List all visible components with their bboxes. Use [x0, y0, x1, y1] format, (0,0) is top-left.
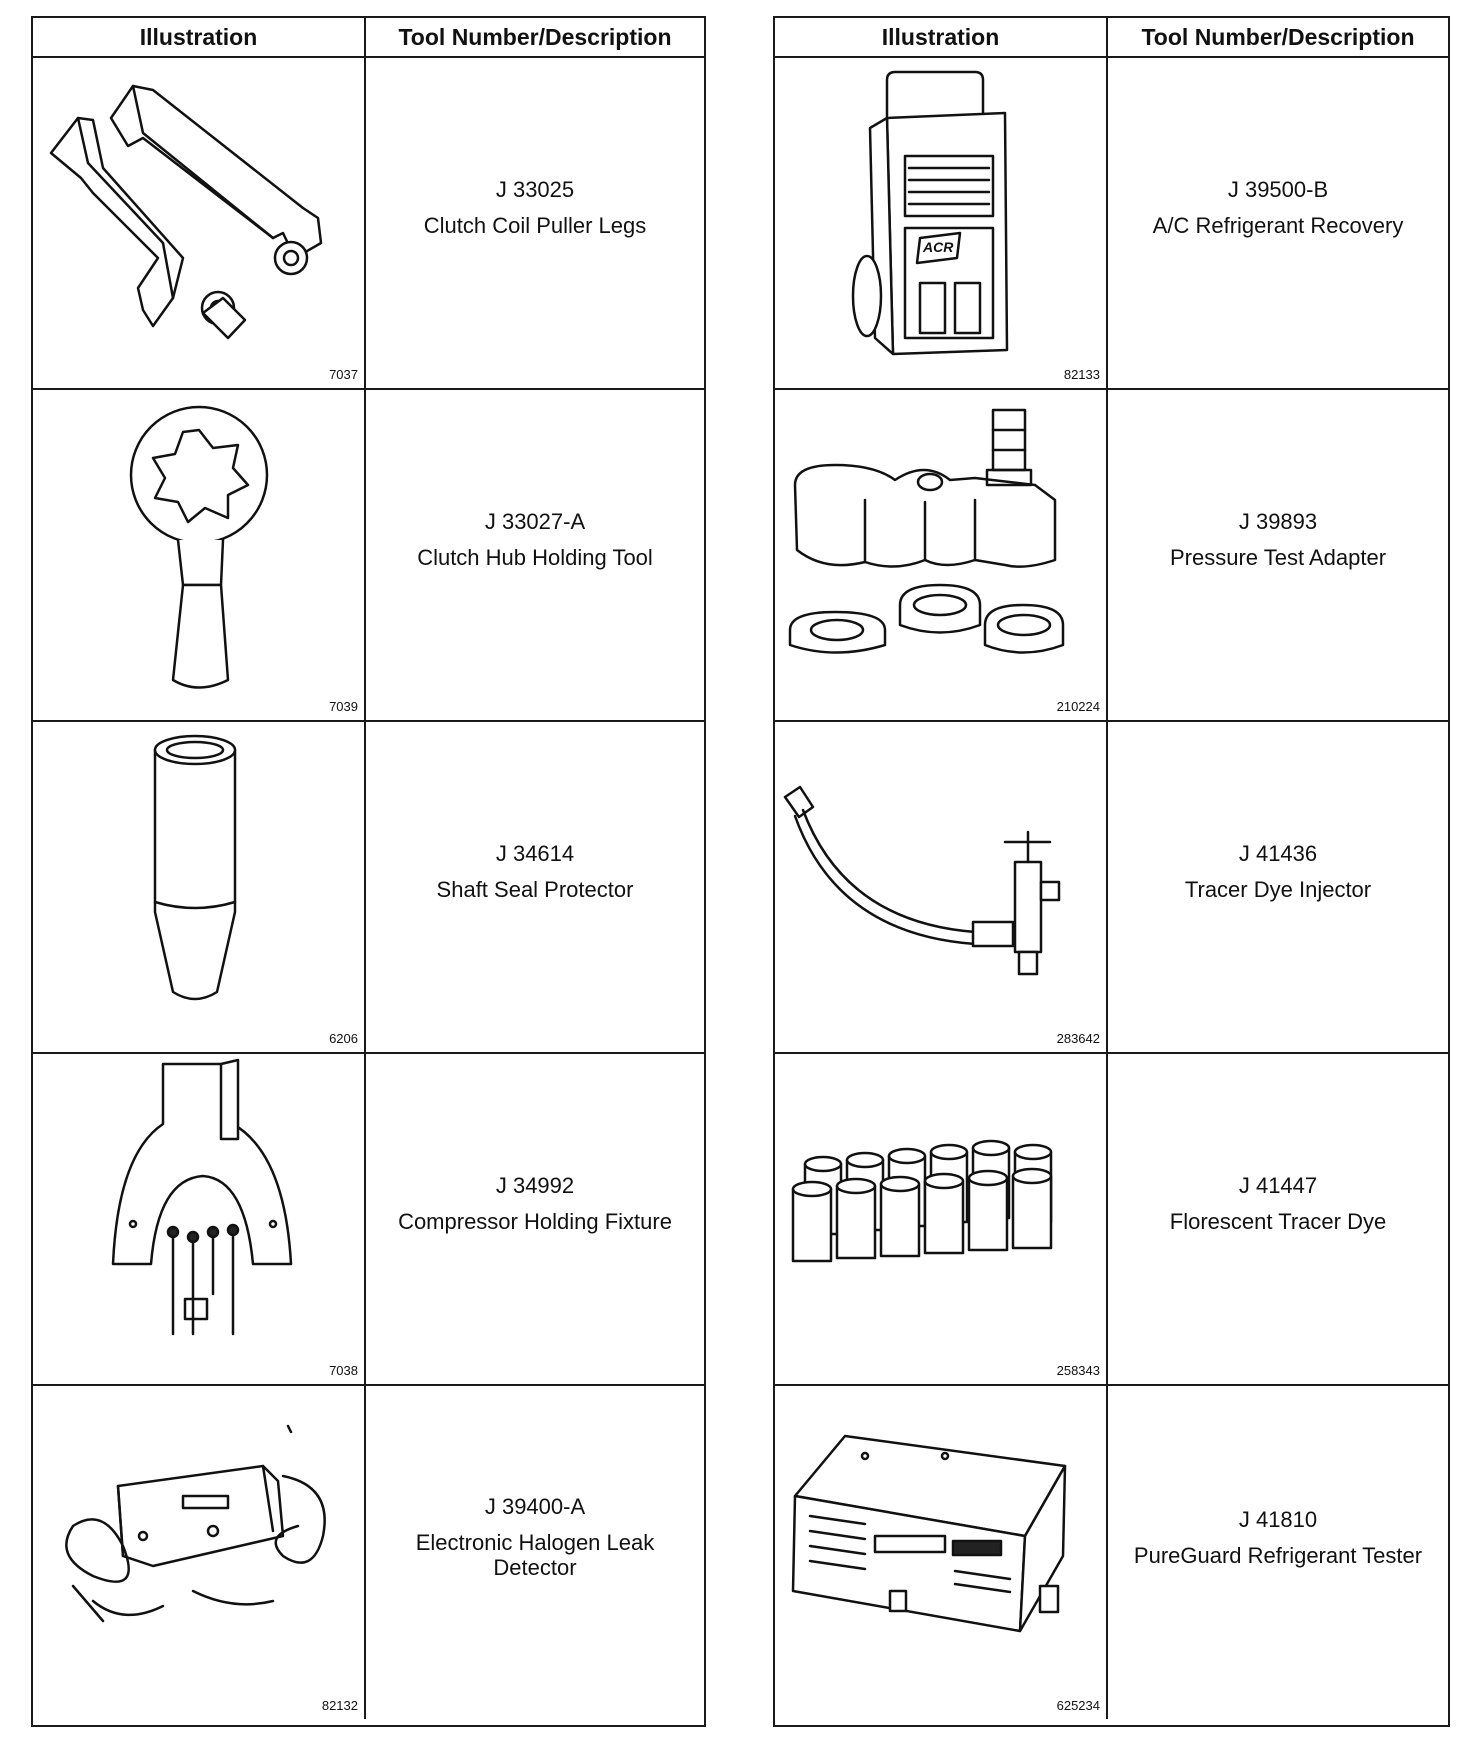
figure-number: 210224	[1056, 699, 1100, 714]
tool-description-cell	[366, 1386, 704, 1719]
tool-number: J 39400-A	[484, 1493, 586, 1519]
tool-description-cell	[366, 722, 704, 1052]
tool-description-cell	[1108, 1054, 1448, 1384]
tool-description-cell	[1108, 58, 1448, 388]
illustration-cell	[33, 58, 366, 388]
tool-description-cell	[1108, 722, 1448, 1052]
recovery-station-icon	[775, 58, 1106, 388]
table-row	[775, 722, 1448, 1054]
table-header	[775, 18, 1448, 58]
table-row	[775, 1054, 1448, 1386]
table-row	[33, 58, 704, 390]
figure-number: 258343	[1056, 1363, 1100, 1378]
table-row	[33, 722, 704, 1054]
tool-number: J 39500-B	[1227, 177, 1329, 203]
figure-number: 625234	[1056, 1698, 1100, 1713]
tool-description-cell	[366, 1054, 704, 1384]
refrigerant-tester-icon	[775, 1386, 1106, 1716]
tool-number: J 41810	[1238, 1506, 1318, 1532]
dye-injector-icon	[775, 722, 1106, 1052]
tool-name: Florescent Tracer Dye	[1169, 1209, 1387, 1234]
test-adapter-icon	[775, 390, 1106, 720]
tool-name: Clutch Hub Holding Tool	[417, 545, 653, 570]
table-row	[33, 1386, 704, 1719]
tool-table-right	[773, 16, 1450, 1727]
tool-name: A/C Refrigerant Recovery	[1152, 213, 1404, 238]
hub-wrench-icon	[33, 390, 364, 720]
figure-number: 283642	[1056, 1031, 1100, 1046]
illustration-cell	[33, 1386, 366, 1719]
illustration-cell	[775, 1386, 1108, 1719]
tool-number: J 34614	[495, 841, 575, 867]
tool-description-cell	[366, 390, 704, 720]
tool-number: J 39893	[1238, 509, 1318, 535]
illustration-cell	[775, 722, 1108, 1052]
figure-number: 7039	[329, 699, 358, 714]
illustration-header: Illustration	[775, 18, 1108, 56]
figure-number: 82133	[1063, 367, 1100, 382]
leak-detector-icon	[33, 1386, 364, 1716]
seal-protector-icon	[33, 722, 364, 1052]
tool-description-cell	[1108, 1386, 1448, 1719]
table-row	[775, 58, 1448, 390]
tool-name: PureGuard Refrigerant Tester	[1133, 1542, 1423, 1568]
table-row	[775, 1386, 1448, 1719]
tool-number: J 41447	[1238, 1173, 1318, 1199]
table-row	[33, 390, 704, 722]
illustration-cell	[33, 1054, 366, 1384]
tool-description-cell	[1108, 390, 1448, 720]
holding-fixture-icon	[33, 1054, 364, 1384]
illustration-cell	[775, 58, 1108, 388]
illustration-header: Illustration	[33, 18, 366, 56]
tool-table-left	[31, 16, 706, 1727]
figure-number: 7037	[329, 367, 358, 382]
figure-number: 82132	[321, 1698, 358, 1713]
figure-number: 7038	[329, 1363, 358, 1378]
tool-name: Shaft Seal Protector	[436, 877, 634, 902]
illustration-cell	[33, 390, 366, 720]
illustration-cell	[33, 722, 366, 1052]
tool-name: Electronic Halogen Leak Detector	[415, 1529, 655, 1581]
tool-name: Clutch Coil Puller Legs	[423, 213, 647, 238]
tool-number: J 33027-A	[484, 509, 586, 535]
dye-cartridges-icon	[775, 1054, 1106, 1384]
figure-number: 6206	[329, 1031, 358, 1046]
illustration-cell	[775, 1054, 1108, 1384]
acr-logo-text: ACR	[923, 239, 954, 255]
tool-header: Tool Number/Description	[1141, 23, 1415, 50]
tool-number: J 33025	[495, 177, 575, 203]
table-row	[33, 1054, 704, 1386]
tool-name: Compressor Holding Fixture	[398, 1209, 672, 1234]
tool-number: J 34992	[495, 1173, 575, 1199]
illustration-cell	[775, 390, 1108, 720]
tool-number: J 41436	[1238, 841, 1318, 867]
tool-name: Tracer Dye Injector	[1184, 877, 1372, 902]
tool-name: Pressure Test Adapter	[1169, 545, 1387, 570]
puller-legs-icon	[33, 58, 364, 388]
table-header	[33, 18, 704, 58]
tool-header: Tool Number/Description	[398, 23, 672, 50]
tool-description-cell	[366, 58, 704, 388]
table-row	[775, 390, 1448, 722]
